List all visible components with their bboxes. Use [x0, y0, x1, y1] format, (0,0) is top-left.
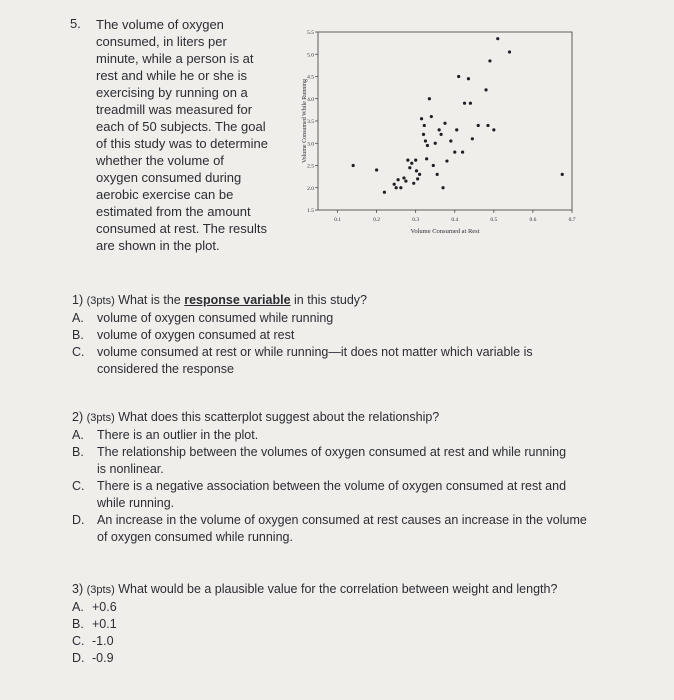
question-3-option-c	[72, 633, 592, 650]
question-5-line: consumed, in liters per	[96, 34, 227, 49]
data-point	[439, 133, 442, 136]
question-5-line: estimated from the amount	[96, 204, 251, 219]
data-point	[426, 144, 429, 147]
question-5-line: are shown in the plot.	[96, 238, 220, 253]
question-2-option-b	[72, 444, 567, 478]
data-point	[395, 186, 398, 189]
question-1-points: (3pts)	[86, 295, 115, 307]
question-5-line: oxygen consumed during	[96, 170, 242, 185]
data-point	[408, 166, 411, 169]
data-point	[430, 115, 433, 118]
data-point	[428, 97, 431, 100]
option-letter: A.	[72, 311, 84, 325]
option-letter: A.	[72, 600, 84, 614]
data-point	[441, 186, 444, 189]
y-tick-label: 3.0	[307, 141, 314, 148]
data-point	[423, 124, 426, 127]
x-tick-label: 0.6	[529, 217, 537, 223]
option-letter: C.	[72, 479, 85, 493]
data-point	[416, 177, 419, 180]
data-point	[422, 133, 425, 136]
question-3-stem	[72, 581, 592, 599]
data-point	[449, 139, 452, 142]
data-point	[443, 122, 446, 125]
data-point	[445, 159, 448, 162]
x-axis-ticks	[334, 210, 576, 223]
option-text: volume of oxygen consumed at rest	[97, 328, 295, 342]
x-tick-label: 0.1	[334, 217, 341, 223]
question-3-option-a	[72, 599, 592, 616]
question-3-option-d	[72, 650, 592, 667]
data-point	[383, 191, 386, 194]
data-point	[477, 124, 480, 127]
question-1-emphasis: response variable	[184, 293, 291, 307]
data-point	[406, 159, 409, 162]
question-1-stem-after: in this study?	[294, 293, 367, 307]
data-point	[397, 178, 400, 181]
y-tick-label: 4.0	[307, 96, 314, 103]
question-1-option-c	[72, 344, 582, 378]
data-point	[375, 168, 378, 171]
y-tick-label: 5.0	[307, 52, 314, 59]
data-point	[463, 102, 466, 105]
data-point	[420, 117, 423, 120]
option-text: -1.0	[92, 634, 114, 648]
x-tick-label: 0.5	[490, 217, 498, 223]
option-letter: B.	[72, 617, 84, 631]
data-point	[561, 173, 564, 176]
question-1-stem	[72, 292, 597, 310]
data-point	[436, 173, 439, 176]
y-tick-label: 4.5	[307, 74, 314, 81]
y-tick-label: 3.5	[307, 119, 314, 125]
data-point	[399, 186, 402, 189]
data-point	[496, 37, 499, 40]
y-tick-label: 1.5	[307, 208, 314, 214]
question-3-points: (3pts)	[86, 584, 115, 596]
y-axis-ticks	[307, 30, 318, 214]
y-tick-label: 5.5	[307, 30, 314, 36]
y-tick-label: 2.5	[307, 163, 314, 170]
question-2-option-a	[72, 427, 597, 444]
question-1-option-b	[72, 327, 597, 344]
option-letter: D.	[72, 513, 85, 527]
question-2	[72, 409, 597, 546]
data-point	[438, 128, 441, 131]
data-point	[471, 137, 474, 140]
x-tick-label: 0.3	[412, 217, 420, 223]
x-tick-label: 0.2	[373, 217, 381, 223]
x-axis-label: Volume Consumed at Rest	[410, 228, 480, 235]
data-point	[508, 50, 511, 53]
data-point	[410, 162, 413, 165]
question-2-points: (3pts)	[86, 412, 115, 424]
question-5-line: The volume of oxygen	[96, 17, 224, 32]
x-tick-label: 0.7	[568, 217, 576, 223]
question-5-line: of this study was to determine	[96, 136, 268, 151]
data-point	[393, 183, 396, 186]
option-text: +0.6	[92, 600, 117, 614]
data-point	[414, 159, 417, 162]
option-text: There is an outlier in the plot.	[97, 428, 259, 442]
x-tick-label: 0.4	[451, 217, 459, 223]
question-5-line: exercising by running on a	[96, 85, 248, 100]
question-1-stem-before: What is the	[118, 293, 181, 307]
question-5-line: rest and while he or she is	[96, 68, 248, 83]
question-1-number: 1)	[72, 293, 84, 307]
option-letter: B.	[72, 328, 84, 342]
data-point	[404, 179, 407, 182]
option-text: volume consumed at rest or while running—it does not matter which variable is considered the response	[97, 345, 533, 376]
question-3-option-b	[72, 616, 592, 633]
question-3-number: 3)	[72, 582, 84, 596]
data-point	[352, 164, 355, 167]
question-2-stem	[72, 409, 597, 427]
data-point	[455, 128, 458, 131]
question-1	[72, 292, 597, 378]
option-letter: C.	[72, 634, 85, 648]
option-text: An increase in the volume of oxygen consumed at rest causes an increase in the volume of oxygen consumed while running.	[97, 513, 587, 544]
data-point	[434, 142, 437, 145]
data-point	[461, 151, 464, 154]
data-point	[432, 164, 435, 167]
data-point	[486, 124, 489, 127]
question-1-option-a	[72, 310, 597, 327]
question-5-line: whether the volume of	[96, 153, 224, 168]
question-5-line: aerobic exercise can be	[96, 187, 234, 202]
data-point	[453, 151, 456, 154]
question-3-stem-text: What would be a plausible value for the correlation between weight and length?	[118, 582, 558, 596]
scatterplot	[300, 26, 585, 241]
question-3	[72, 581, 592, 667]
option-text: There is a negative association between the volume of oxygen consumed at rest and while running.	[97, 479, 567, 510]
question-5-line: minute, while a person is at	[96, 51, 254, 66]
question-2-number: 2)	[72, 410, 84, 424]
data-point	[484, 88, 487, 91]
option-text: volume of oxygen consumed while running	[97, 311, 334, 325]
data-point	[425, 157, 428, 160]
question-5-line: consumed at rest. The results	[96, 221, 268, 236]
option-text: The relationship between the volumes of oxygen consumed at rest and while running is nonlinear.	[97, 445, 567, 476]
data-point	[412, 182, 415, 185]
plot-frame	[318, 32, 572, 210]
option-text: -0.9	[92, 651, 114, 665]
question-2-option-d	[72, 512, 597, 546]
question-2-stem-text: What does this scatterplot suggest about the relationship?	[118, 410, 440, 424]
question-5-line: each of 50 subjects. The goal	[96, 119, 266, 134]
data-point	[492, 128, 495, 131]
y-tick-label: 2.0	[307, 185, 314, 192]
data-point	[402, 176, 405, 179]
data-point	[424, 139, 427, 142]
option-letter: D.	[72, 651, 85, 665]
scatter-points	[352, 37, 564, 194]
question-5-line: treadmill was measured for	[96, 102, 253, 117]
option-letter: A.	[72, 428, 84, 442]
question-2-option-c	[72, 478, 597, 512]
data-point	[457, 75, 460, 78]
data-point	[415, 169, 418, 172]
data-point	[488, 59, 491, 62]
option-letter: B.	[72, 445, 84, 459]
question-5-text	[96, 16, 276, 254]
option-letter: C.	[72, 345, 85, 359]
data-point	[467, 77, 470, 80]
data-point	[469, 102, 472, 105]
question-5-number: 5.	[70, 16, 81, 31]
option-text: +0.1	[92, 617, 117, 631]
data-point	[418, 173, 421, 176]
y-axis-label: Volume Consumed While Running	[302, 79, 308, 163]
